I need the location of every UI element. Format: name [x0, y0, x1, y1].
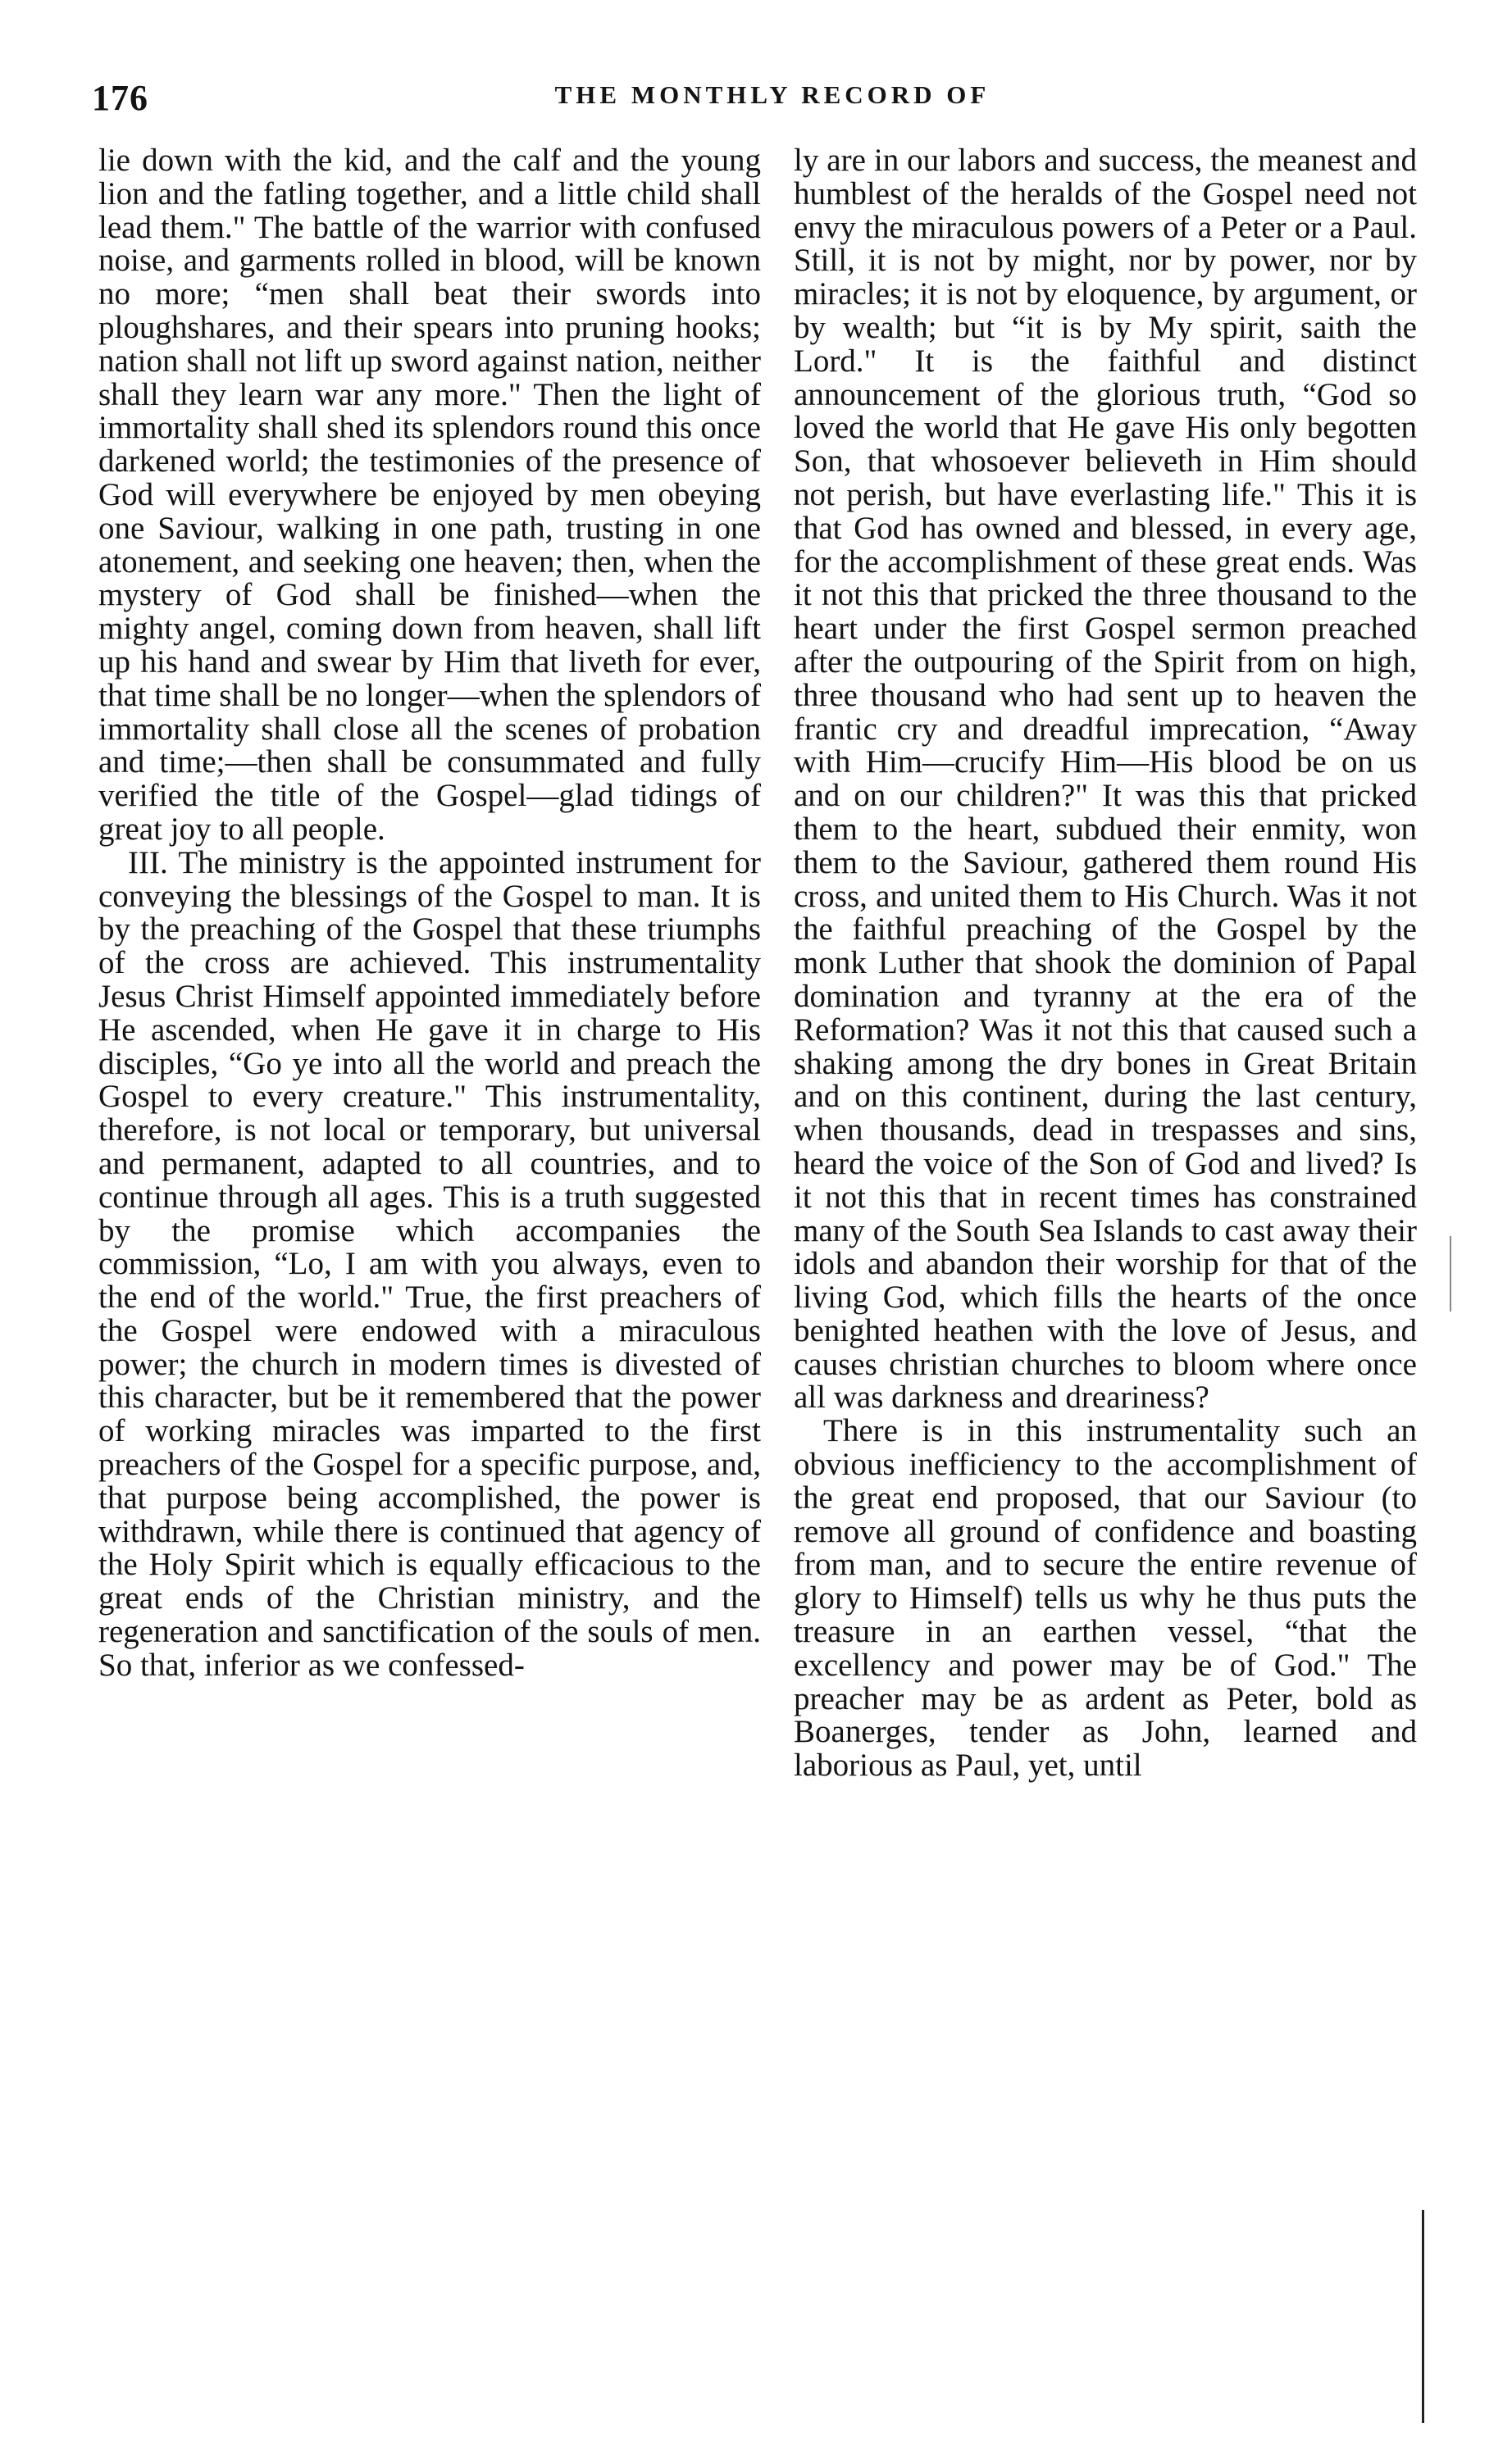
right-paragraph-1: ly are in our labors and success, the meanest and humblest of the heralds of the Gospel need not envy the miraculous powers of a Peter or a Paul. Still, it is not by might, nor by power, nor by miracles; it is not by eloquence, by argument, or by wealth; but “it is by My spirit, saith the Lord." It is the faithful and distinct announcement of the glorious truth, “God so loved the world that He gave His only begotten Son, that whosoever believeth in Him should not perish, but have everlasting life." This it is that God has owned and blessed, in every age, for the accomplishment of these great ends. Was it not this that pricked the three thousand to the heart under the first Gospel sermon preached after the outpouring of the Spirit from on high, three thousand who had sent up to heaven the frantic cry and dreadful imprecation, “Away with Him—crucify Him—His blood be on us and on our children?" It was this that pricked them to the heart, subdued their enmity, won them to the Saviour, gathered them round His cross, and united them to His Church. Was it not the faithful preaching of the Gospel by the monk Luther that shook the dominion of Papal domination and tyranny at the era of the Reformation? Was it not this that caused such a shaking among the dry bones in Great Britain and on this continent, during the last century, when thousands, dead in trespasses and sins, heard the voice of the Son of God and lived? Is it not this that in recent times has constrained many of the South Sea Islands to cast away their idols and abandon their worship for that of the living God, which fills the hearts of the once benighted heathen with the love of Jesus, and causes christian churches to bloom where once all was darkness and dreariness? — [794, 144, 1417, 1416]
left-paragraph-2: III. The ministry is the appointed instrument for conveying the blessings of the Gospel to man. It is by the preaching of the Gospel that these triumphs of the cross are achieved. This instrumentality Jesus Christ Himself appointed immediately before He ascended, when He gave it in charge to His disciples, “Go ye into all the world and preach the Gospel to every creature." This instrumentality, therefore, is not local or temporary, but universal and permanent, adapted to all countries, and to continue through all ages. This is a truth suggested by the promise which accompanies the commission, “Lo, I am with you always, even to the end of the world." True, the first preachers of the Gospel were endowed with a miraculous power; the church in modern times is divested of this character, but be it remembered that the power of working miracles was imparted to the first preachers of the Gospel for a specific purpose, and, that purpose being accomplished, the power is withdrawn, while there is continued that agency of the Holy Spirit which is equally efficacious to the great ends of the Christian ministry, and the regeneration and sanctification of the souls of men. So that, inferior as we confessed- — [98, 844, 761, 1683]
margin-bracket-line — [1422, 2210, 1424, 2423]
running-head: THE MONTHLY RECORD OF — [554, 80, 991, 109]
right-column — [794, 144, 1417, 2431]
page-number: 176 — [92, 78, 148, 118]
margin-mark-dotted — [1450, 1236, 1451, 1312]
left-paragraph-1: lie down with the kid, and the calf and the young lion and the fatling together, and a little child shall lead them." The battle of the warrior with confused noise, and garments rolled in blood, will be known no more; “men shall beat their swords into ploughshares, and their spears into pruning hooks; nation shall not lift up sword against nation, neither shall they learn war any more." Then the light of immortality shall shed its splendors round this once darkened world; the testimonies of the presence of God will everywhere be enjoyed by men obeying one Saviour, walking in one path, trusting in one atonement, and seeking one heaven; then, when the mystery of God shall be finished—when the mighty angel, coming down from heaven, shall lift up his hand and swear by Him that liveth for ever, that time shall be no longer—when the splendors of immortality shall close all the scenes of probation and time;—then shall be consummated and fully verified the title of the Gospel—glad tidings of great joy to all people. — [98, 144, 761, 847]
right-paragraph-2: There is in this instrumentality such an obvious inefficiency to the accomplishment of the great end proposed, that our Saviour (to remove all ground of confidence and boasting from man, and to secure the entire revenue of glory to Himself) tells us why he thus puts the treasure in an earthen vessel, “that the excellency and power may be of God." The preacher may be as ardent as Peter, bold as Boanerges, tender as John, learned and laborious as Paul, yet, until — [794, 1413, 1417, 1784]
page-header — [92, 77, 1420, 118]
left-column — [98, 144, 761, 2431]
